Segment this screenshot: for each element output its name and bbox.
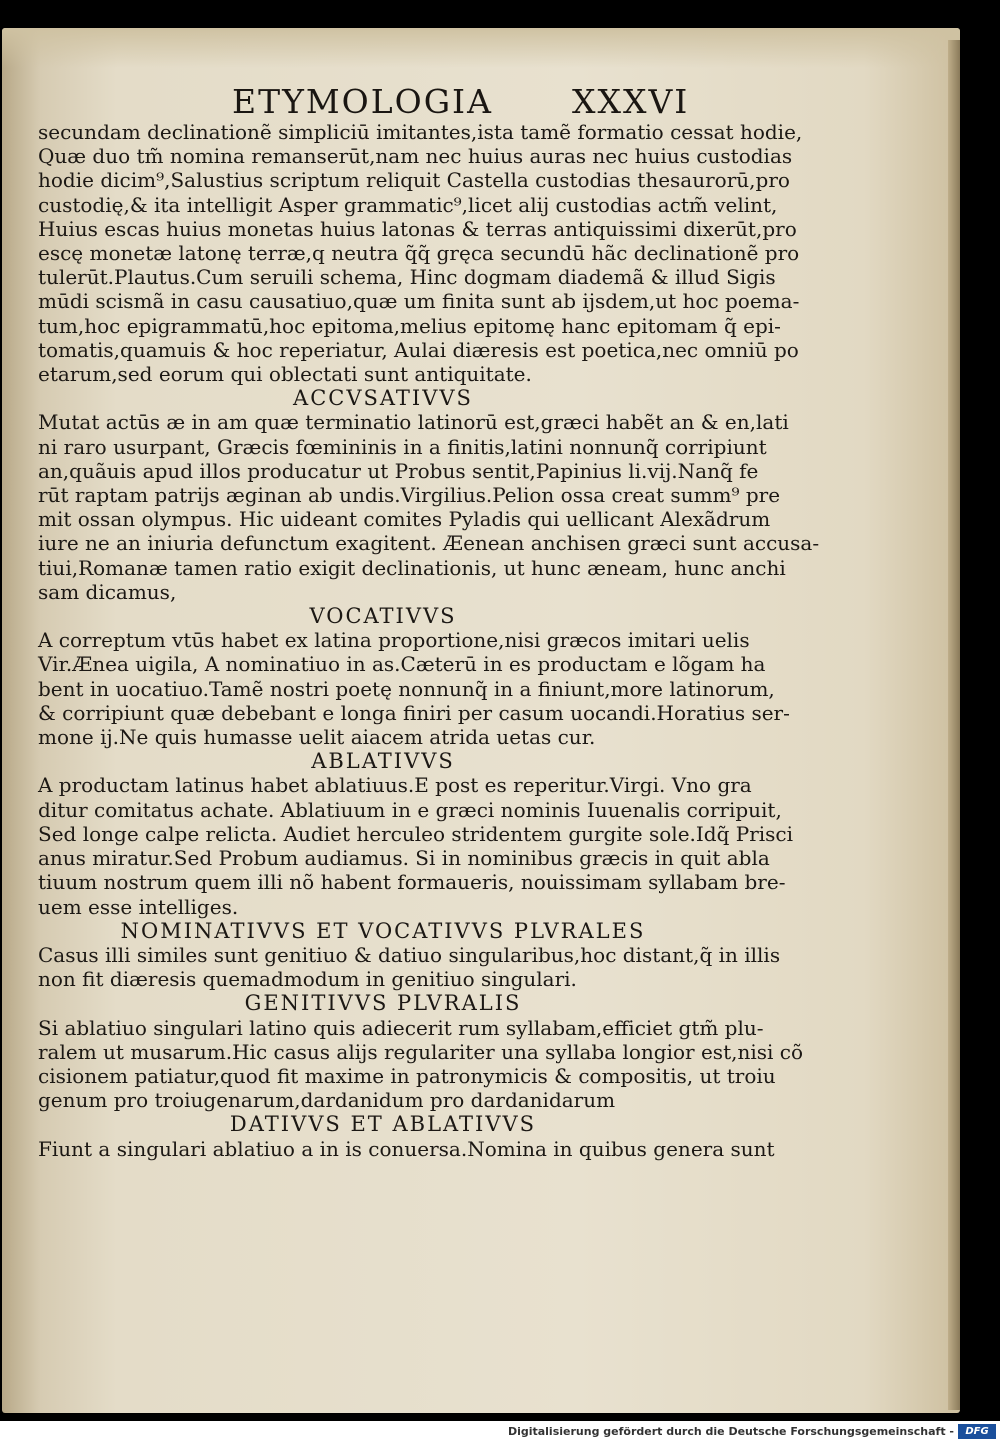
text-line: ditur comitatus achate. Ablatiuum in e græci nominis Iuuenalis corripuit,: [38, 797, 782, 822]
text-line: hodie dicim⁹,Salustius scriptum reliquit Castella custodias thesaurorū,pro: [38, 168, 790, 193]
text-block: [38, 120, 820, 1161]
text-line: mit ossan olympus. Hic uideant comites Pyladis qui uellicant Alexãdrum: [38, 507, 771, 532]
section-heading: NOMINATIVVS ET VOCATIVVS PLVRALES: [120, 918, 646, 943]
text-line: tiui,Romanæ tamen ratio exigit declinationis, ut hunc æneam, hunc anchi: [38, 555, 786, 580]
text-line: non fit diæresis quemadmodum in genitiuo singulari.: [38, 967, 577, 992]
text-line: custodię,& ita intelligit Asper grammatic⁹,licet alij custodias actm̃ velint,: [38, 192, 778, 217]
text-line: Huius escas huius monetas huius latonas & terras antiquissimi dixerūt,pro: [38, 216, 797, 241]
text-line: genum pro troiugenarum,dardanidum pro dardanidarum: [38, 1088, 616, 1113]
section-heading: GENITIVVS PLVRALIS: [244, 991, 522, 1016]
text-line: Fiunt a singulari ablatiuo a in is conuersa.Nomina in quibus genera sunt: [38, 1136, 775, 1161]
text-line: an,quãuis apud illos producatur ut Probus sentit,Papinius li.vij.Nanq̃ fe: [38, 458, 759, 483]
text-line: cisionem patiatur,quod fit maxime in patronymicis & compositis, ut troiu: [38, 1063, 776, 1088]
text-line: bent in uocatiuo.Tamẽ nostri poetę nonnunq̃ in a finiunt,more latinorum,: [38, 676, 775, 701]
text-line: Casus illi similes sunt genitiuo & datiuo singularibus,hoc distant,q̃ in illis: [38, 942, 781, 967]
section-heading: ACCVSATIVVS: [293, 386, 473, 411]
running-head-title: ETYMOLOGIA: [232, 82, 493, 121]
text-line: escę monetæ latonę terræ,q neutra q̃q̃ gręca secundū hãc declinationẽ pro: [38, 241, 800, 266]
text-line: uem esse intelliges.: [38, 894, 239, 919]
text-line: ni raro usurpant, Græcis fœmininis in a finitis,latini nonnunq̃ corripiunt: [38, 434, 767, 459]
section-heading: DATIVVS ET ABLATIVVS: [229, 1112, 537, 1137]
text-line: A correptum vtūs habet ex latina proportione,nisi græcos imitari uelis: [38, 628, 750, 653]
folio-number: XXXVI: [572, 82, 690, 121]
text-line: anus miratur.Sed Probum audiamus. Si in nominibus græcis in quit abla: [38, 846, 770, 871]
text-line: mone ij.Ne quis humasse uelit aiacem atrida uetas cur.: [38, 725, 596, 750]
text-line: tomatis,quamuis & hoc reperiatur, Aulai diæresis est poetica,nec omniū po: [38, 337, 799, 362]
text-line: Quæ duo tm̃ nomina remanserūt,nam nec huius auras nec huius custodias: [38, 144, 793, 169]
text-line: Vir.Ænea uigila, A nominatiuo in as.Cæterū in es productam e lõgam ha: [38, 652, 766, 677]
text-line: & corripiunt quæ debebant e longa finiri per casum uocandi.Horatius ser-: [38, 700, 790, 725]
text-line: iure ne an iniuria defunctum exagitent. Æenean anchisen græci sunt accusa-: [38, 531, 820, 556]
text-line: rūt raptam patrijs æginan ab undis.Virgilius.Pelion ossa creat summ⁹ pre: [38, 483, 781, 508]
dfg-logo: DFG: [958, 1424, 996, 1439]
text-line: mūdi scismã in casu causatiuo,quæ um finita sunt ab ijsdem,ut hoc poema-: [38, 289, 800, 314]
text-line: Sed longe calpe relicta. Audiet herculeo stridentem gurgite sole.Idq̃ Prisci: [38, 821, 794, 846]
section-heading: VOCATIVVS: [309, 604, 457, 629]
text-line: tum,hoc epigrammatū,hoc epitoma,melius epitomę hanc epitomam q̃ epi-: [38, 313, 781, 338]
page-edge: [948, 40, 960, 1410]
section-heading: ABLATIVVS: [311, 749, 455, 774]
text-line: etarum,sed eorum qui oblectati sunt antiquitate.: [38, 362, 532, 387]
footer-bar: [0, 1421, 1000, 1443]
text-line: A productam latinus habet ablatiuus.E post es reperitur.Virgi. Vno gra: [38, 773, 752, 798]
text-line: secundam declinationẽ simpliciū imitantes,ista tamẽ formatio cessat hodie,: [38, 120, 803, 144]
text-line: tiuum nostrum quem illi nõ habent formaueris, nouissimam syllabam bre-: [38, 870, 786, 895]
text-line: sam dicamus,: [38, 579, 177, 604]
text-line: tulerūt.Plautus.Cum seruili schema, Hinc dogmam diademã & illud Sigis: [38, 265, 776, 290]
funding-notice: Digitalisierung gefördert durch die Deutsche Forschungsgemeinschaft -: [507, 1425, 954, 1438]
text-line: Si ablatiuo singulari latino quis adiecerit rum syllabam,efficiet gtm̃ plu-: [38, 1015, 764, 1040]
text-line: ralem ut musarum.Hic casus alijs regulariter una syllaba longior est,nisi cõ: [38, 1039, 803, 1064]
text-line: Mutat actūs æ in am quæ terminatio latinorū est,græci habẽt an & en,lati: [38, 410, 789, 435]
